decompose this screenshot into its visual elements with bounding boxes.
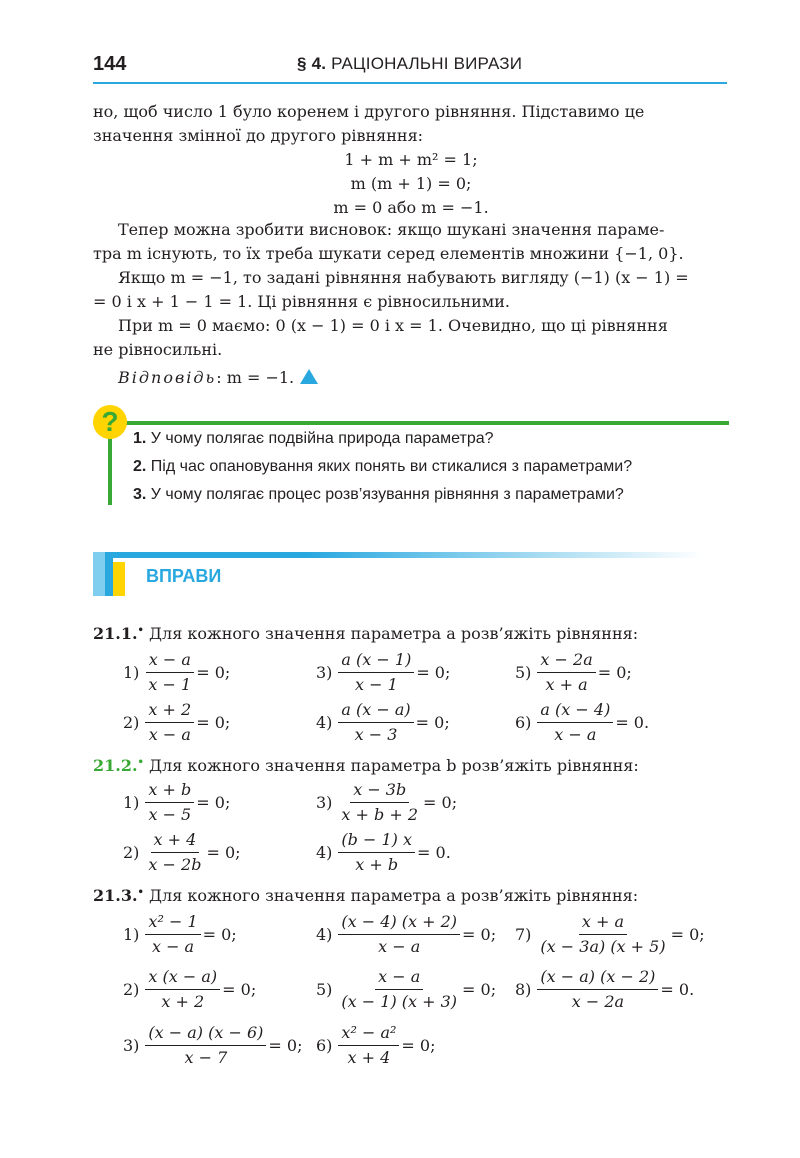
question-icon: ? [93,405,127,439]
exercises-marker [93,552,105,596]
equation-item: 2) $\frac{x + 4}{x - 2b}$ = 0; [123,830,241,874]
task-number: 21.1.• [93,624,144,643]
task-number: 21.2.• [93,756,144,775]
questions-rule [122,421,729,425]
task-text: Для кожного значення параметра a розв’яжіть рівняння: [149,624,639,643]
section-name: РАЦІОНАЛЬНІ ВИРАЗИ [331,54,523,73]
exercises-title: ВПРАВИ [146,566,222,586]
section-title [297,54,522,74]
paragraph-4-line-2: не рівносильні. [93,340,223,359]
question-item [133,458,632,476]
equation-item: 6) $\frac{\text{x² − a²}}{x + 4}$ = 0; [316,1023,436,1067]
equation-item: 2) $\frac{x + 2}{x - a}$ = 0; [123,700,231,744]
equation-item: 1) $\frac{x + b}{x - 5}$ = 0; [123,780,231,824]
equation-item: 1) $\frac{x - a}{x - 1}$ = 0; [123,650,231,694]
exercises-marker [113,562,125,596]
equation-2: m (m + 1) = 0; [350,174,472,193]
equation-item: 4) $\frac{a (x - a)}{x - 3}$ = 0; [316,700,450,744]
answer-value: : m = −1. [216,368,295,387]
equation-item: 4) $\frac{(x - 4) (x + 2)}{x - a}$ = 0; [316,912,497,956]
equation-item: 5) $\frac{x - a}{(x - 1) (x + 3)}$ = 0; [316,967,497,1011]
end-triangle-icon [300,369,318,384]
equation-item: 4) $\frac{(b - 1) x}{x + b}$ = 0. [316,830,451,874]
equation-item: 5) $\frac{x - 2a}{x + a}$ = 0; [515,650,632,694]
task-text: Для кожного значення параметра b розв’яжіть рівняння: [149,756,639,775]
page-number: 144 [93,53,127,75]
task-number: 21.3.• [93,886,144,905]
task-21-3-heading [93,886,638,905]
question-number: 1. [133,430,147,447]
equation-item: 6) $\frac{a (x - 4)}{x - a}$ = 0. [515,700,650,744]
exercises-marker [105,552,113,596]
equation-item: 3) $\frac{x - 3b}{x + b + 2}$ = 0; [316,780,458,824]
equation-item: 8) $\frac{(x - a) (x - 2)}{x - 2a}$ = 0. [515,967,695,1011]
equation-item: 2) $\frac{x (x - a)}{x + 2}$ = 0; [123,967,257,1011]
paragraph-2-line-2: тра m існують, то їх треба шукати серед елементів множини {−1, 0}. [93,244,684,263]
paragraph-3-line-1: Якщо m = −1, то задані рівняння набувають вигляду (−1) (x − 1) = [118,268,689,287]
question-item [133,486,624,504]
paragraph-4-line-1: При m = 0 маємо: 0 (x − 1) = 0 і x = 1. Очевидно, що ці рівняння [118,316,668,335]
task-21-2-heading [93,756,639,775]
paragraph-1: но, щоб число 1 було коренем і другого рівняння. Підставимо це значення змінної до другого рівняння: [93,102,645,145]
equation-3: m = 0 або m = −1. [333,198,489,217]
paragraph-3-line-2: = 0 і x + 1 − 1 = 1. Ці рівняння є рівносильними. [93,292,510,311]
question-text: У чому полягає процес розв’язування рівняння з параметрами? [150,486,624,503]
question-item [133,430,494,448]
section-number: § 4. [297,54,327,73]
equation-item: 1) $\frac{\text{x² − 1}}{x - a}$ = 0; [123,912,237,956]
question-number: 2. [133,458,147,475]
question-text: Під час опановування яких понять ви стикалися з параметрами? [150,458,633,475]
question-number: 3. [133,486,147,503]
questions-side-rule [108,437,112,505]
task-text: Для кожного значення параметра a розв’яжіть рівняння: [149,886,639,905]
equation-item: 3) $\frac{(x - a) (x - 6)}{x - 7}$ = 0; [123,1023,303,1067]
equation-item: 7) $\frac{x + a}{(x - 3a) (x + 5)}$ = 0; [515,912,705,956]
exercises-bar [93,552,703,558]
paragraph-2-line-1: Тепер можна зробити висновок: якщо шукані значення параме- [118,220,665,239]
answer-line [118,368,318,387]
equation-item: 3) $\frac{a (x - 1)}{x - 1}$ = 0; [316,650,451,694]
header-rule [93,82,727,84]
answer-label: Відповідь [118,368,217,387]
question-text: У чому полягає подвійна природа параметра? [150,430,494,447]
task-21-1-heading [93,624,638,643]
equation-1: 1 + m + m² = 1; [344,150,478,169]
